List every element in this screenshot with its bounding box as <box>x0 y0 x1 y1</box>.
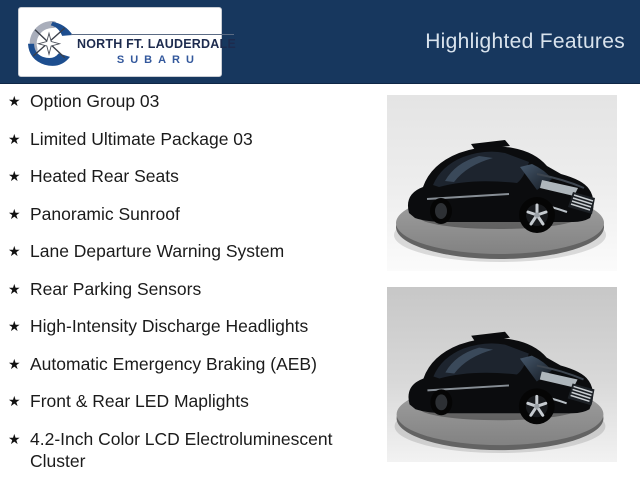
feature-label: Heated Rear Seats <box>30 166 179 186</box>
feature-item <box>8 390 382 413</box>
feature-label: Automatic Emergency Braking (AEB) <box>30 353 317 374</box>
feature-label: Panoramic Sunroof <box>30 203 180 224</box>
star-bullet-icon: ★ <box>8 243 21 259</box>
feature-label: Limited Ultimate Package 03 <box>30 128 253 149</box>
star-bullet-icon: ★ <box>8 393 21 409</box>
vehicle-photo-2 <box>387 287 617 462</box>
feature-item <box>8 428 382 473</box>
star-bullet-icon: ★ <box>8 205 21 222</box>
page-title: Highlighted Features <box>425 30 625 53</box>
dealership-name: NORTH FT. LAUDERDALE <box>77 37 236 51</box>
feature-item <box>8 203 382 226</box>
feature-label: Option Group 03 <box>30 91 160 111</box>
feature-label: Lane Departure Warning System <box>30 241 285 261</box>
black-suv-turntable-image <box>387 287 617 462</box>
star-bullet-icon: ★ <box>8 318 21 334</box>
compass-swoosh-icon <box>21 14 77 70</box>
feature-item <box>8 128 382 151</box>
star-bullet-icon: ★ <box>8 355 21 372</box>
feature-label: Front & Rear LED Maplights <box>30 391 249 411</box>
header-bar <box>0 0 640 84</box>
feature-item <box>8 278 382 301</box>
star-bullet-icon: ★ <box>8 93 21 109</box>
vehicle-photos <box>387 95 617 478</box>
features-list <box>8 90 382 488</box>
dealership-logo-text <box>77 18 236 66</box>
feature-item <box>8 165 382 188</box>
black-suv-turntable-image <box>387 95 617 271</box>
star-bullet-icon: ★ <box>8 168 21 184</box>
star-bullet-icon: ★ <box>8 280 21 297</box>
feature-item <box>8 240 382 263</box>
dealership-brand: SUBARU <box>116 54 200 66</box>
feature-item <box>8 315 382 338</box>
feature-label: High-Intensity Discharge Headlights <box>30 316 309 336</box>
dealership-logo <box>18 7 236 77</box>
logo-rule-line <box>71 34 234 35</box>
star-bullet-icon: ★ <box>8 430 21 447</box>
feature-label: 4.2-Inch Color LCD Electroluminescent Cluster <box>30 428 333 471</box>
vehicle-photo-1 <box>387 95 617 271</box>
feature-item <box>8 90 382 113</box>
feature-label: Rear Parking Sensors <box>30 278 202 299</box>
star-bullet-icon: ★ <box>8 130 21 147</box>
feature-item <box>8 353 382 376</box>
